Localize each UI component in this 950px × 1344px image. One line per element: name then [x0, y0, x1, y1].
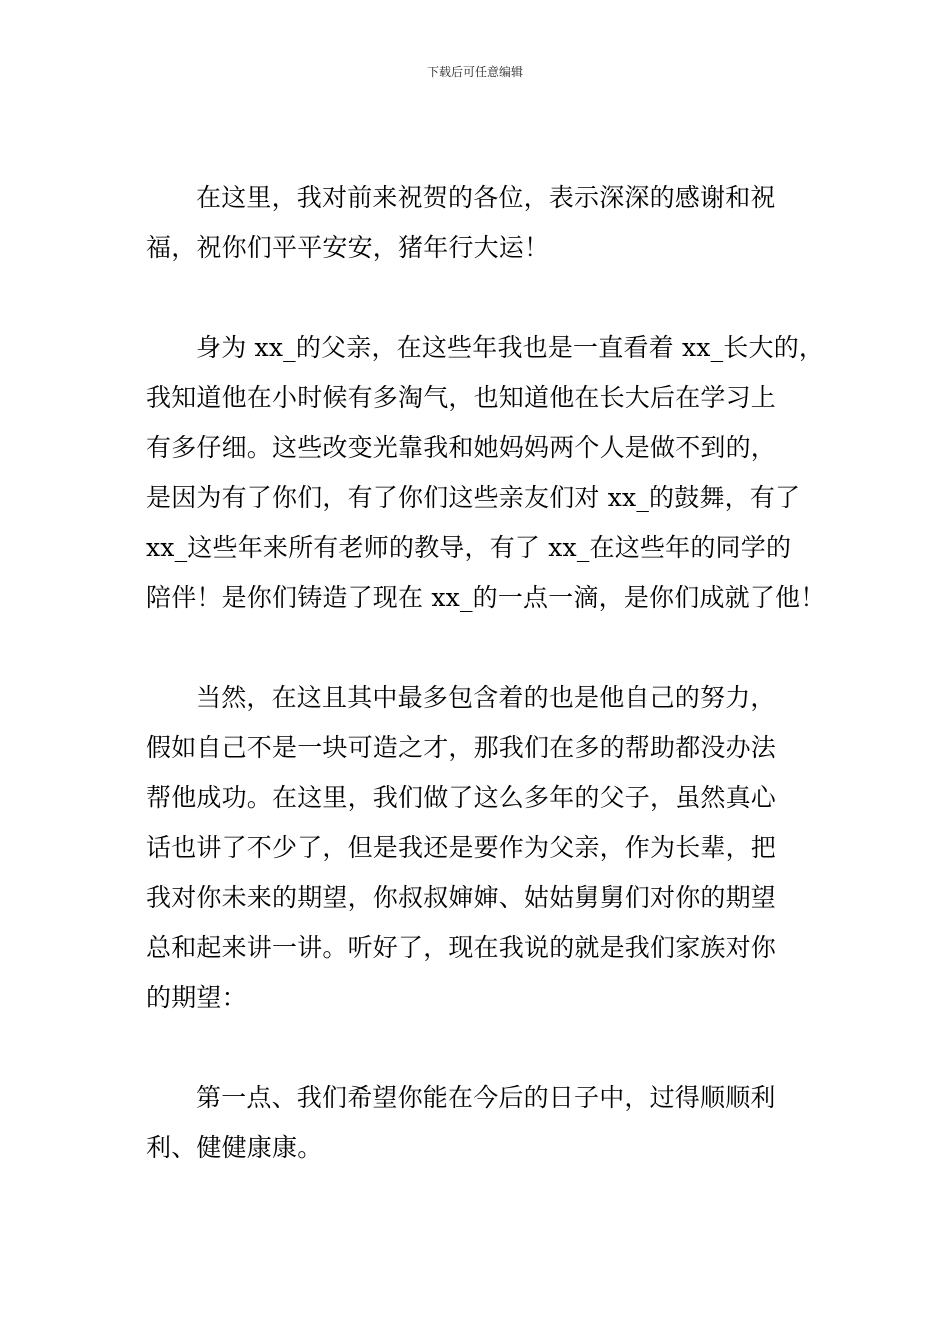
paragraph-line: 话也讲了不少了，但是我还是要作为父亲，作为长辈，把 — [146, 833, 777, 862]
paragraph-1 — [146, 173, 816, 273]
paragraph-line: 第一点、我们希望你能在今后的日子中，过得顺顺利 — [196, 1083, 776, 1112]
page-header: 下载后可任意编辑 — [426, 65, 523, 79]
paragraph-line: 有多仔细。这些改变光靠我和她妈妈两个人是做不到的， — [146, 433, 777, 462]
paragraph-line: 福，祝你们平平安安，猪年行大运！ — [146, 233, 550, 262]
paragraph-line: 帮他成功。在这里，我们做了这么多年的父子，虽然真心 — [146, 783, 777, 812]
paragraph-line: 假如自己不是一块可造之才，那我们在多的帮助都没办法 — [146, 733, 777, 762]
paragraph-line: xx_这些年来所有老师的教导，有了 xx_在这些年的同学的 — [146, 533, 792, 562]
paragraph-line: 总和起来讲一讲。听好了，现在我说的就是我们家族对你 — [146, 933, 777, 962]
paragraph-3 — [146, 673, 816, 1023]
paragraph-line: 利、健健康康。 — [146, 1133, 323, 1162]
paragraph-line: 在这里，我对前来祝贺的各位，表示深深的感谢和祝 — [196, 183, 776, 212]
paragraph-line: 是因为有了你们，有了你们这些亲友们对 xx_的鼓舞，有了 — [146, 483, 801, 512]
paragraph-2 — [146, 323, 826, 623]
paragraph-line: 身为 xx_的父亲，在这些年我也是一直看着 xx_长大的， — [196, 333, 825, 362]
paragraph-line: 我对你未来的期望，你叔叔婶婶、姑姑舅舅们对你的期望 — [146, 883, 777, 912]
paragraph-line: 陪伴！是你们铸造了现在 xx_的一点一滴，是你们成就了他！ — [146, 583, 826, 612]
paragraph-line: 我知道他在小时候有多淘气，也知道他在长大后在学习上 — [146, 383, 777, 412]
paragraph-line: 当然，在这且其中最多包含着的也是他自己的努力， — [196, 683, 776, 712]
paragraph-line: 的期望： — [146, 983, 247, 1012]
document-body — [146, 173, 826, 1223]
paragraph-4 — [146, 1073, 816, 1173]
